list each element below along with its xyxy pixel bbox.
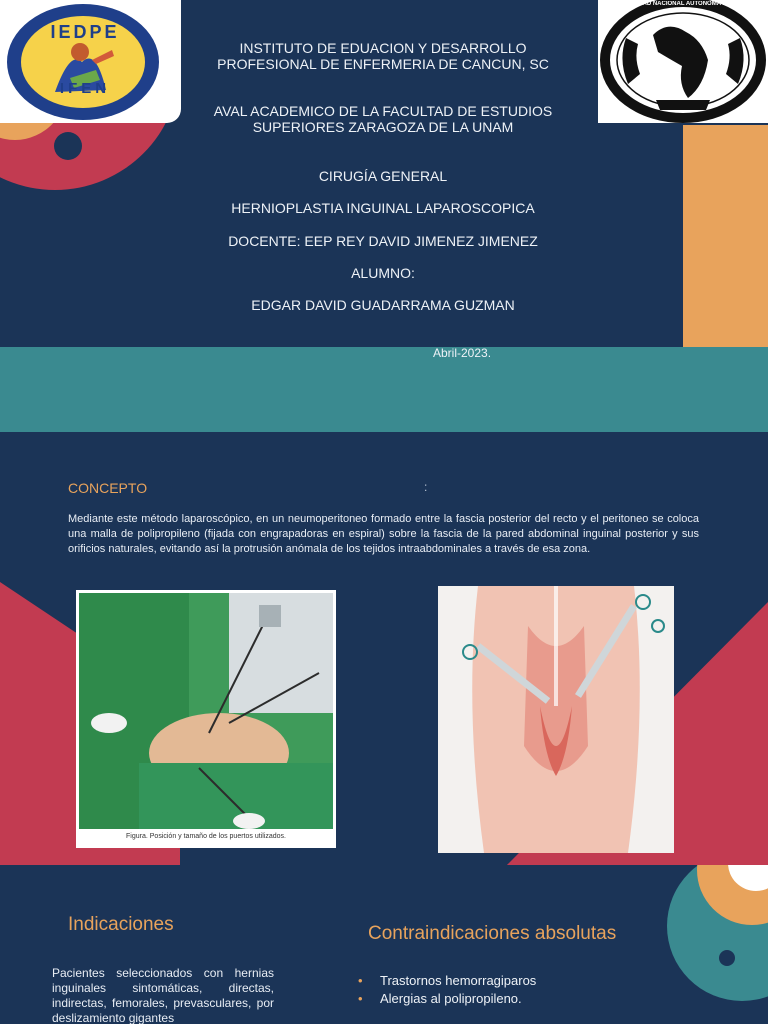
navy-dot-shape-bottom bbox=[719, 950, 735, 966]
navy-dot-shape bbox=[54, 132, 82, 160]
aval-line-1: AVAL ACADEMICO DE LA FACULTAD DE ESTUDIOS bbox=[213, 103, 553, 119]
concept-paragraph: Mediante este método laparoscópico, en un neumoperitoneo formado entre la fascia posterior del recto y el peritoneo se coloca una malla de polipropileno (fijada con engrapadoras en espiral) sobre la fascia de la pared abdominal inguinal posterior y sus orificios naturales, evitando así la protrusión anómala de los tejidos intraabdominales a través de esa zona. bbox=[68, 513, 699, 555]
contraindications-list bbox=[356, 972, 656, 1008]
laparoscopy-photo-figure bbox=[76, 590, 336, 848]
orange-bar-shape bbox=[683, 125, 768, 347]
topic-title: HERNIOPLASTIA INGUINAL LAPAROSCOPICA bbox=[231, 200, 535, 216]
iedpe-logo-top-text: IEDPE bbox=[50, 22, 120, 42]
inguinal-illustration-figure bbox=[438, 586, 674, 853]
concept-slide bbox=[0, 432, 768, 865]
alumno-label: ALUMNO: bbox=[351, 265, 415, 281]
cover-date: Abril-2023. bbox=[433, 346, 492, 360]
contraindications-heading: Contraindicaciones absolutas bbox=[368, 923, 617, 944]
indications-heading: Indicaciones bbox=[68, 914, 174, 935]
concept-colon: : bbox=[424, 480, 428, 494]
docente-line: DOCENTE: EEP REY DAVID JIMENEZ JIMENEZ bbox=[228, 233, 538, 249]
unam-logo-card bbox=[598, 0, 768, 123]
iedpe-logo-bottom-text: IFEN bbox=[59, 80, 111, 97]
list-item: • Trastornos hemorragiparos bbox=[356, 972, 656, 990]
indications-slide bbox=[0, 865, 768, 1024]
aval-line-2: SUPERIORES ZARAGOZA DE LA UNAM bbox=[252, 119, 514, 135]
laparoscopy-photo bbox=[79, 593, 333, 829]
list-item: • Alergias al polipropileno. bbox=[356, 990, 656, 1008]
laparoscopy-photo-caption: Figura. Posición y tamaño de los puertos utilizados. bbox=[126, 833, 286, 840]
unam-logo bbox=[598, 0, 768, 123]
institute-line-2: PROFESIONAL DE ENFERMERIA DE CANCUN, SC bbox=[217, 56, 549, 72]
cover-slide bbox=[0, 0, 768, 432]
inguinal-illustration bbox=[438, 586, 674, 853]
subject-title: CIRUGÍA GENERAL bbox=[318, 168, 448, 184]
institute-line-1: INSTITUTO DE EDUACION Y DESARROLLO bbox=[239, 40, 527, 56]
teal-band-shape bbox=[0, 347, 768, 432]
unam-logo-ring-text: UNIVERSIDAD NACIONAL AUTONOMA DE MEXICO bbox=[609, 1, 757, 7]
alumno-name: EDGAR DAVID GUADARRAMA GUZMAN bbox=[251, 297, 515, 313]
concept-heading: CONCEPTO bbox=[68, 480, 148, 496]
indications-paragraph: Pacientes seleccionados con hernias inguinales sintomáticas, directas, indirectas, femorales, prevasculares, por deslizamiento gigantes bbox=[52, 966, 274, 1024]
